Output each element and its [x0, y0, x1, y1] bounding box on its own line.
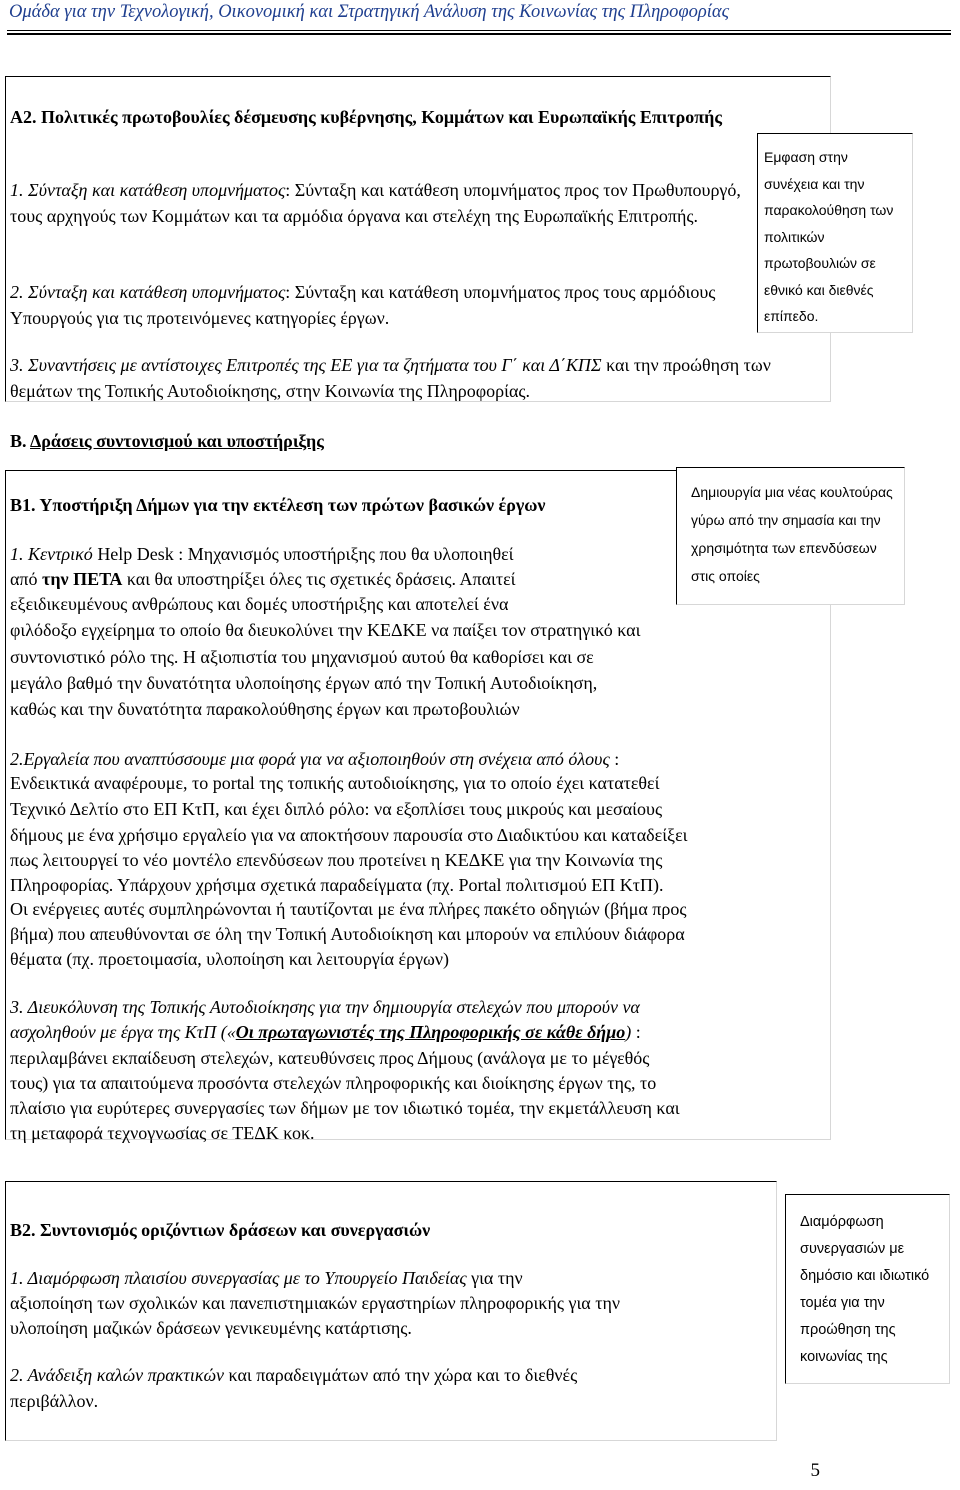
b1-p3-line1: 3. Διευκόλυνση της Τοπικής Αυτοδιοίκησης για την δημιουργία στελεχών που μπορούν να	[10, 997, 640, 1017]
b1-p2-line7: Οι ενέργειες αυτές συμπληρώνονται ή ταυτίζονται με ένα πλήρες πακέτο οδηγιών (βήμα προς	[10, 899, 687, 919]
b1-p2-line2: Ενδεικτικά αναφέρουμε, το portal της τοπικής αυτοδιοίκησης, για το οποίο έχει κατατεθεί	[10, 773, 660, 793]
b1-p3-line6: τη μεταφορά τεχνογνωσίας σε ΤΕΔΚ κοκ.	[10, 1123, 315, 1143]
b1-p2-line3: Τεχνικό Δελτίο στο ΕΠ ΚτΠ, και έχει διπλό ρόλο: να εξοπλίσει τους μικρούς και μεσαίους	[10, 799, 663, 819]
b1-p2-line9: θέματα (πχ. προετοιμασία, υλοποίηση και λειτουργία έργων)	[10, 949, 450, 969]
b1-p2-line8: βήμα) που απευθύνονται σε όλη την Τοπική Αυτοδιοίκηση και μπορούν να επιλύουν διάφορα	[10, 924, 685, 944]
b1-p3-line5: πλαίσιο για ευρύτερες συνεργασίες των δήμων με τον ιδιωτικό τομέα, την εκμετάλλευση και	[10, 1098, 680, 1118]
b1-p2-line1: 2.Εργαλεία που αναπτύσσουμε μια φορά για να αξιοποιηθούν στη σνέχεια από όλους :	[10, 749, 620, 769]
b1-p3-line2: ασχοληθούν με έργα της ΚτΠ («Οι πρωταγωνιστές της Πληροφορικής σε κάθε δήμο) :	[10, 1022, 641, 1042]
section-a2-heading: Α2. Πολιτικές πρωτοβουλίες δέσμευσης κυβέρνησης, Κομμάτων και Ευρωπαϊκής Επιτροπής	[10, 107, 722, 127]
document-header: Ομάδα για την Τεχνολογική, Οικονομική και Στρατηγική Ανάλυση της Κοινωνίας της Πληροφορίας	[9, 2, 730, 22]
b1-p2-line6: Πληροφορίας. Υπάρχουν χρήσιμα σχετικά παραδείγματα (πχ. Portal πολιτισμού ΕΠ ΚτΠ).	[10, 875, 664, 895]
header-rule-thick	[7, 33, 951, 35]
b1-p2-line4: δήμους με ένα χρήσιμο εργαλείο για να αποκτήσουν παρουσία στο Διαδικτύου και καταδείξει	[10, 825, 688, 845]
section-b-heading: Β. Δράσεις συντονισμού και υποστήριξης	[10, 431, 324, 451]
b1-p2-line5: πως λειτουργεί το νέο μοντέλο επενδύσεων που προτείνει η ΚΕΔΚΕ για την Κοινωνία της	[10, 850, 663, 870]
b1-p1-line3: εξειδικευμένους ανθρώπους και δομές υποστήριξης και αποτελεί ένα	[10, 594, 509, 614]
a2-item-2: 2. Σύνταξη και κατάθεση υπομνήματος: Σύνταξη και κατάθεση υπομνήματος προς τους αρμόδιους Υπουργούς για τις προτεινόμενες κατηγορίες έργων.	[10, 282, 716, 328]
b2-p1-line2: αξιοποίηση των σχολικών και πανεπιστημιακών εργαστηρίων πληροφορικής για την	[10, 1293, 621, 1313]
section-b1-heading: Β1. Υποστήριξη Δήμων για την εκτέλεση των πρώτων βασικών έργων	[10, 495, 546, 515]
b1-p1-line1: 1. Κεντρικό Help Desk : Μηχανισμός υποστήριξης που θα υλοποιηθεί	[10, 544, 514, 564]
b1-p3-line3: περιλαμβάνει εκπαίδευση στελεχών, κατευθύνσεις προς Δήμους (ανάλογα με το μέγεθός	[10, 1048, 650, 1068]
b1-p3-line4: τους) για τα απαιτούμενα προσόντα στελεχών πληροφορικής και διοίκησης έργων της, το	[10, 1073, 657, 1093]
b1-side-note: Δημιουργία μια νέας κουλτούρας γύρω από την σημασία και την χρησιμότητα των επενδύσεων στις οποίες	[676, 467, 905, 605]
b2-side-note: Διαμόρφωση συνεργασιών με δημόσιο και ιδιωτικό τομέα για την προώθηση της κοινωνίας της	[785, 1194, 950, 1384]
section-b2-heading: Β2. Συντονισμός οριζόντιων δράσεων και συνεργασιών	[10, 1220, 431, 1240]
b2-p1-line1: 1. Διαμόρφωση πλαισίου συνεργασίας με το Υπουργείο Παιδείας για την	[10, 1268, 523, 1288]
a2-item-1: 1. Σύνταξη και κατάθεση υπομνήματος: Σύνταξη και κατάθεση υπομνήματος προς τον Πρωθυπουργό, τους αρχηγούς των Κομμάτων και τα αρμόδια όργανα και στελέχη της Ευρωπαϊκής Επιτροπής.	[10, 180, 741, 226]
a2-side-note: Εμφαση στην συνέχεια και την παρακολούθηση των πολιτικών πρωτοβουλιών σε εθνικό και διεθνές επίπεδο.	[757, 133, 913, 333]
b1-p1-line4: φιλόδοξο εγχείρημα το οποίο θα διευκολύνει την ΚΕΔΚΕ να παίξει τον στρατηγικό και	[10, 620, 641, 640]
b2-p2-line1: 2. Ανάδειξη καλών πρακτικών και παραδειγμάτων από την χώρα και το διεθνές	[10, 1365, 578, 1385]
a2-item-3: 3. Συναντήσεις με αντίστοιχες Επιτροπές της ΕΕ για τα ζητήματα του Γ΄ και Δ΄ΚΠΣ και την προώθηση των θεμάτων της Τοπικής Αυτοδιοίκησης, στην Κοινωνία της Πληροφορίας.	[10, 355, 771, 401]
page-number: 5	[810, 1460, 820, 1481]
b1-p1-line7: καθώς και την δυνατότητα παρακολούθησης έργων και πρωτοβουλιών	[10, 699, 520, 719]
b1-p1-line5: συντονιστικό ρόλο της. Η αξιοπιστία του μηχανισμού αυτού θα καθορίσει και σε	[10, 647, 594, 667]
b1-p1-line2: από την ΠΕΤΑ και θα υποστηρίξει όλες τις σχετικές δράσεις. Απαιτεί	[10, 569, 516, 589]
b2-p2-line2: περιβάλλον.	[10, 1391, 99, 1411]
b2-p1-line3: υλοποίηση μαζικών δράσεων γενικευμένης κατάρτισης.	[10, 1318, 412, 1338]
b1-p1-line6: μεγάλο βαθμό την δυνατότητα υλοποίησης έργων από την Τοπική Αυτοδιοίκηση,	[10, 673, 598, 693]
header-rule	[7, 30, 951, 31]
